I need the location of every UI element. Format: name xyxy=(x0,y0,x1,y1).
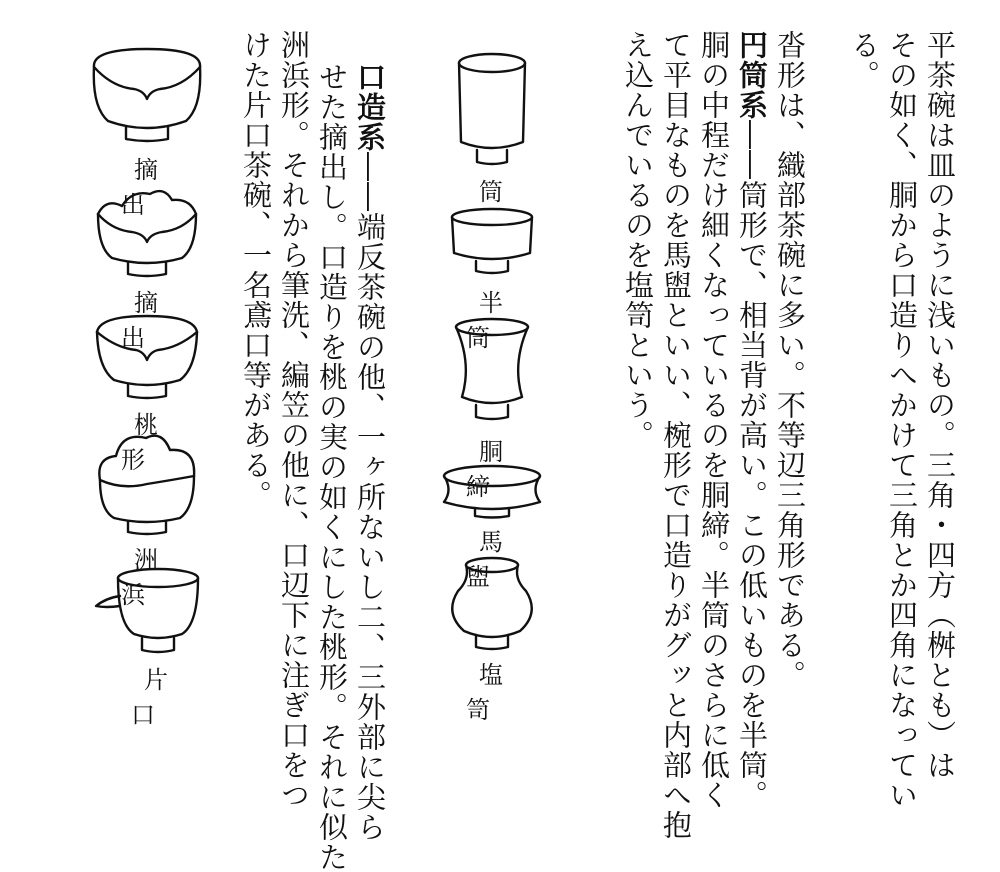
shioge-bowl-icon xyxy=(442,553,542,653)
cylinder-text: ――筒形で、相当背が高い。この低いものを半筒。 xyxy=(735,120,769,810)
text-column-5 xyxy=(734,30,770,810)
tsutsu-bowl-icon xyxy=(447,50,537,170)
badarai-bowl-icon xyxy=(437,462,547,520)
tsumamidashi-lobed-bowl-icon xyxy=(92,184,202,280)
text-column-8: え込んでいるのを塩笥という。 xyxy=(621,30,655,450)
text-column-7: て平目なものを馬盥といい、椀形で口造りがグッと内部へ抱 xyxy=(659,30,693,840)
text-column-4: 沓形は、織部茶碗に多い。不等辺三角形である。 xyxy=(773,30,807,690)
figure-label-momonari: 桃形 xyxy=(121,411,184,474)
heading-rim: 口造系 xyxy=(353,62,387,152)
figure-label-tsutsu: 筒 xyxy=(479,178,529,206)
momonari-bowl-icon xyxy=(92,310,202,400)
text-column-3: る。 xyxy=(847,30,881,90)
figure-label-tsumamidashi-1: 摘出 xyxy=(121,156,184,219)
text-column-12: けた片口茶碗、一名鳶口等がある。 xyxy=(239,30,273,510)
text-column-6: 胴の中程だけ細くなっているのを胴締。半筒のさらに低く xyxy=(697,30,731,810)
katakuchi-bowl-icon xyxy=(88,566,208,658)
figure-label-badarai: 馬盥 xyxy=(466,528,529,591)
suhama-bowl-icon xyxy=(92,430,202,538)
text-column-11: 洲浜形。それから筆洗、編笠の他に、口辺下に注ぎ口をつ xyxy=(277,30,311,810)
tsumamidashi-bowl-icon xyxy=(88,45,206,145)
rim-text: ――端反茶碗の他、一ヶ所ないし二、三外部に尖ら xyxy=(353,152,387,842)
figure-label-hantsutsu: 半筒 xyxy=(466,289,529,352)
text-column-9 xyxy=(352,62,388,842)
text-column-2: その如く、胴から口造りへかけて三角とか四角になってい xyxy=(885,30,919,810)
figure-label-dojime: 胴締 xyxy=(466,438,529,501)
figure-label-suhama: 洲浜 xyxy=(121,546,184,609)
figure-label-shioge: 塩笥 xyxy=(466,661,529,724)
figure-label-katakuchi: 片口 xyxy=(131,666,194,729)
figure-label-tsumamidashi-2: 摘出 xyxy=(121,289,184,352)
text-column-10: せた摘出し。口造りを桃の実の如くにした桃形。それに似た xyxy=(315,62,349,872)
hantsutsu-bowl-icon xyxy=(442,205,542,277)
heading-cylinder: 円筒系 xyxy=(735,30,769,120)
dojime-bowl-icon xyxy=(442,315,542,427)
text-column-1: 平茶碗は皿のように浅いもの。三角・四方（桝とも）は xyxy=(923,30,957,780)
